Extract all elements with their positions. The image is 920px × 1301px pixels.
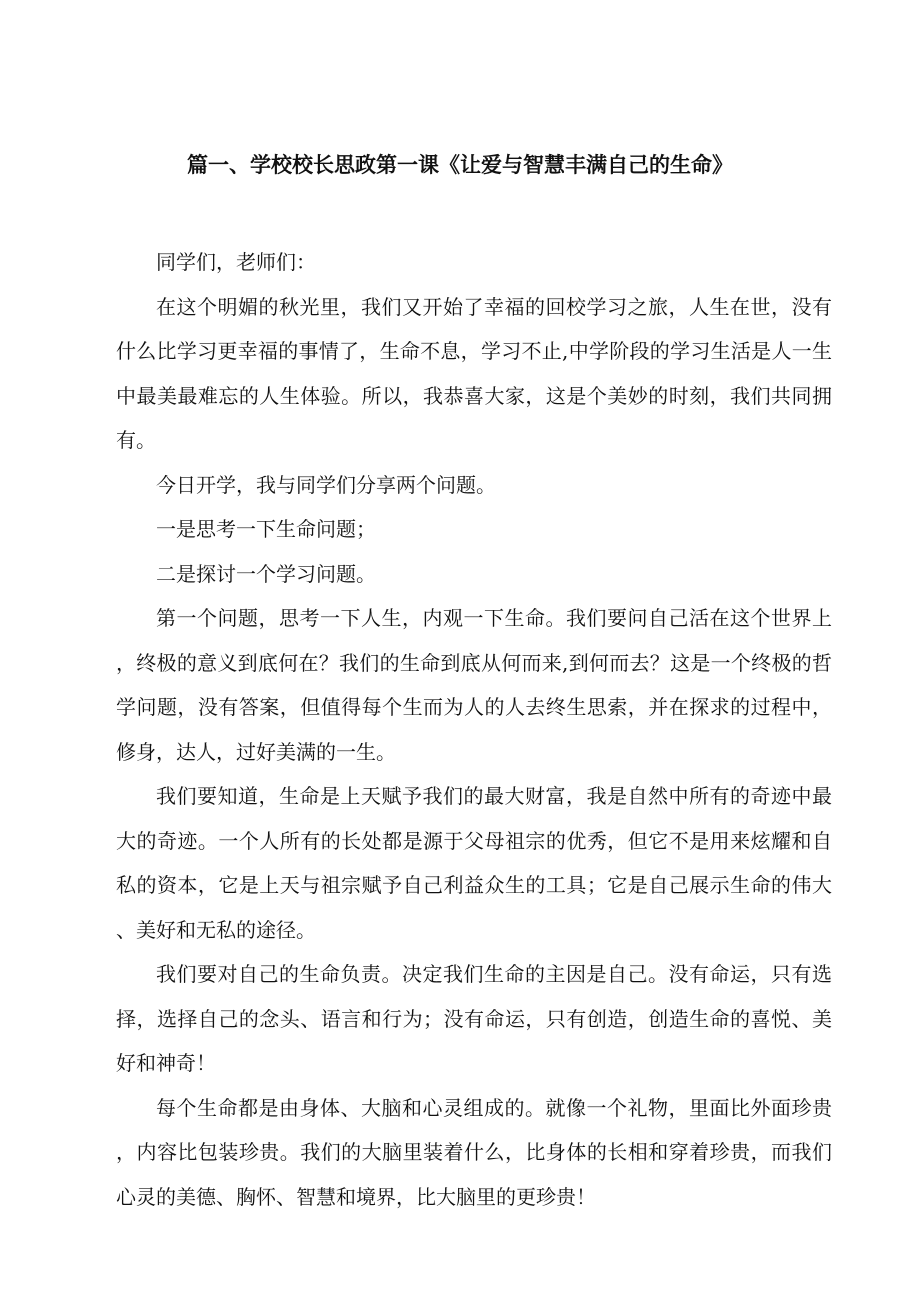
paragraph: 我们要对自己的生命负责。决定我们生命的主因是自己。没有命运，只有选择，选择自己的念头、语言和行为；没有命运，只有创造，创造生命的喜悦、美好和神奇！ xyxy=(116,962,832,1075)
paragraph: 今日开学，我与同学们分享两个问题。 xyxy=(156,472,496,497)
paragraph-greeting: 同学们，老师们： xyxy=(156,250,316,274)
paragraph: 每个生命都是由身体、大脑和心灵组成的。就像一个礼物，里面比外面珍贵，内容比包装珍贵。我们的大脑里装着什么，比身体的长相和穿着珍贵，而我们心灵的美德、胸怀、智慧和境界，比大脑里的更珍贵！ xyxy=(116,1095,832,1209)
document-body xyxy=(116,240,832,1219)
paragraph: 二是探讨一个学习问题。 xyxy=(156,561,376,586)
paragraph: 一是思考一下生命问题； xyxy=(156,517,376,541)
paragraph: 我们要知道，生命是上天赋予我们的最大财富，我是自然中所有的奇迹中最大的奇迹。一个人所有的长处都是源于父母祖宗的优秀，但它不是用来炫耀和自私的资本，它是上天与祖宗赋予自己利益众生的工具；它是自己展示生命的伟大、美好和无私的途径。 xyxy=(116,784,832,942)
paragraph: 第一个问题，思考一下人生，内观一下生命。我们要问自己活在这个世界上，终极的意义到底何在？我们的生命到底从何而来,到何而去？这是一个终极的哲学问题，没有答案，但值得每个生而为人的人去终生思索，并在探求的过程中，修身，达人，过好美满的一生。 xyxy=(116,606,832,764)
document-title: 篇一、学校校长思政第一课《让爱与智慧丰满自己的生命》 xyxy=(187,153,733,177)
paragraph: 在这个明媚的秋光里，我们又开始了幸福的回校学习之旅，人生在世，没有什么比学习更幸福的事情了，生命不息，学习不止,中学阶段的学习生活是人一生中最美最难忘的人生体验。所以，我恭喜大家，这是个美妙的时刻，我们共同拥有。 xyxy=(116,294,832,452)
